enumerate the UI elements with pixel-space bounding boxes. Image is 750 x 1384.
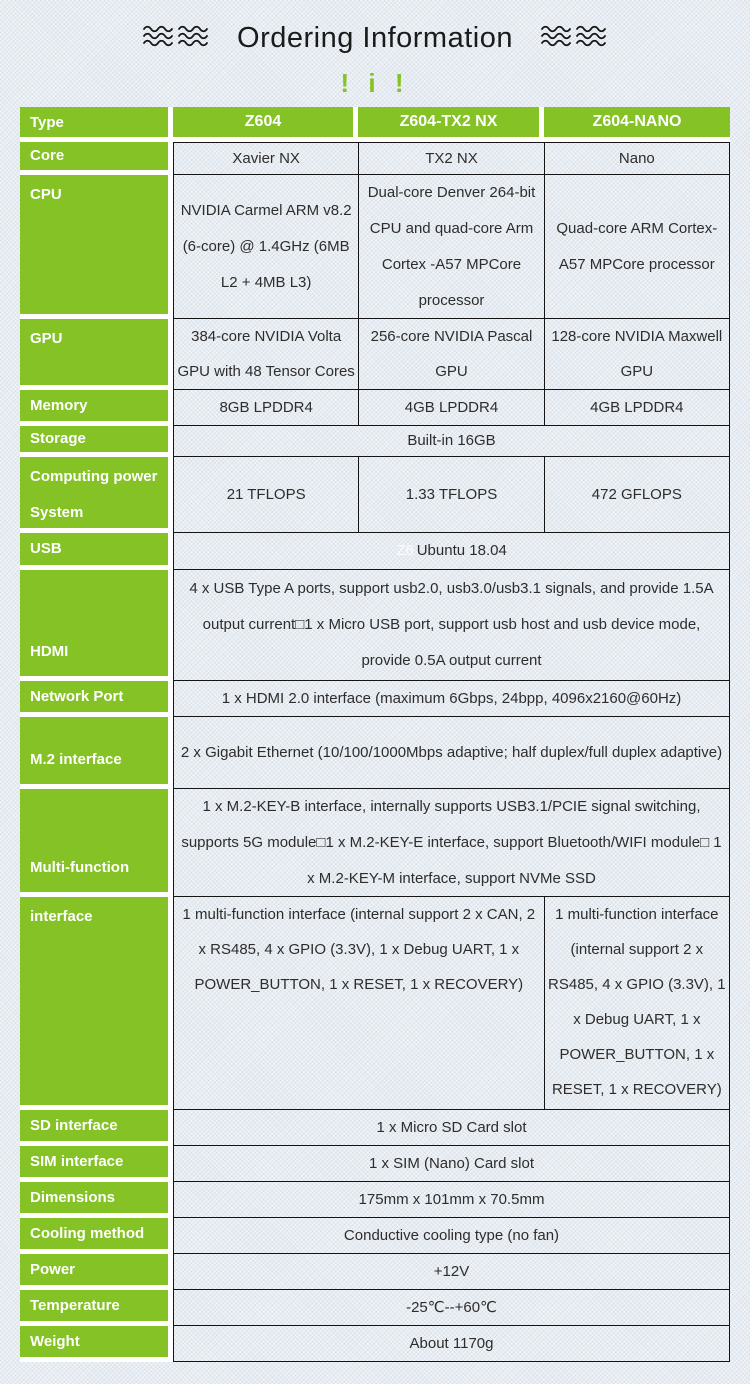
spec-cell: 1 x Micro SD Card slot xyxy=(376,1118,527,1136)
spec-cell: 4 x USB Type A ports, support usb2.0, usb3.0/usb3.1 signals, and provide 1.5A output current□1 x Micro USB port, support usb host and usb device mode, provide 0.5A output current xyxy=(189,580,714,669)
spec-cell: 21 TFLOPS xyxy=(226,485,306,503)
row-cells xyxy=(173,142,730,175)
row-label: Cooling method xyxy=(20,1218,173,1254)
triple-wave-left-icon xyxy=(143,23,209,54)
table-row xyxy=(20,1254,730,1290)
spec-cell: Xavier NX xyxy=(232,149,300,167)
spec-cell: 128-core NVIDIA Maxwell GPU xyxy=(544,319,729,389)
row-cells xyxy=(173,681,730,717)
column-header: Z604-TX2 NX xyxy=(358,107,544,142)
row-cells xyxy=(173,789,730,897)
spec-cell: 175mm x 101mm x 70.5mm xyxy=(358,1190,545,1208)
spec-table xyxy=(20,107,730,1362)
spec-cell: 472 GFLOPS xyxy=(544,457,729,532)
table-row xyxy=(20,717,730,789)
spec-cell: Nano xyxy=(544,143,729,174)
table-row xyxy=(20,1326,730,1362)
table-row xyxy=(20,457,730,533)
row-label: SD interface xyxy=(20,1110,173,1146)
row-cells xyxy=(173,1182,730,1218)
row-cells xyxy=(173,1218,730,1254)
table-row xyxy=(20,1290,730,1326)
table-row xyxy=(20,175,730,319)
row-cells xyxy=(173,1254,730,1290)
table-row xyxy=(20,789,730,897)
spec-cell: 1 x HDMI 2.0 interface (maximum 6Gbps, 24bpp, 4096x2160@60Hz) xyxy=(221,689,682,707)
spec-cell: 8GB LPDDR4 xyxy=(219,398,313,416)
row-label: M.2 interface xyxy=(20,717,173,789)
row-label: USB xyxy=(20,533,173,570)
row-label: Memory xyxy=(20,390,173,426)
spec-cell: Quad-core ARM Cortex-A57 MPCore processor xyxy=(544,175,729,318)
spec-cell: 256-core NVIDIA Pascal GPU xyxy=(358,319,543,389)
spec-cell: Built-in 16GB xyxy=(407,432,496,449)
spec-cell: NVIDIA Carmel ARM v8.2 (6-core) @ 1.4GHz (6MB L2 + 4MB L3) xyxy=(180,201,352,291)
table-body xyxy=(20,142,730,1362)
row-cells xyxy=(173,897,730,1110)
table-row xyxy=(20,1146,730,1182)
table-row xyxy=(20,681,730,717)
spec-cell: 2 x Gigabit Ethernet (10/100/1000Mbps adaptive; half duplex/full duplex adaptive) xyxy=(180,743,723,761)
row-cells xyxy=(173,1110,730,1146)
row-label: CPU xyxy=(20,175,173,319)
row-cells xyxy=(173,426,730,457)
table-row xyxy=(20,319,730,390)
cell-text: Ubuntu 18.04 xyxy=(416,542,507,559)
header-row xyxy=(20,107,730,142)
spec-cell: Conductive cooling type (no fan) xyxy=(343,1226,560,1244)
row-label: Temperature xyxy=(20,1290,173,1326)
row-cells xyxy=(173,533,730,570)
row-label: Storage xyxy=(20,426,173,457)
spec-cell: 1 multi-function interface (internal support 2 x CAN, 2 x RS485, 4 x GPIO (3.3V), 1 x Debug UART, 1 x POWER_BUTTON, 1 x RESET, 1 x RECOVERY) xyxy=(182,906,536,993)
row-label: Dimensions xyxy=(20,1182,173,1218)
page-title: Ordering Information xyxy=(237,22,513,54)
row-label: Core xyxy=(20,142,173,175)
row-label: Computing power System xyxy=(20,457,173,533)
row-cells xyxy=(173,319,730,390)
table-row xyxy=(20,1110,730,1146)
row-cells xyxy=(173,1290,730,1326)
spec-cell: 384-core NVIDIA Volta GPU with 48 Tensor Cores xyxy=(177,328,355,380)
column-header: Z604 xyxy=(173,107,358,142)
spec-cell xyxy=(174,533,729,569)
row-label: interface xyxy=(20,897,173,1110)
triple-wave-right-icon xyxy=(541,23,607,54)
spec-cell: 1 multi-function interface (internal support 2 x RS485, 4 x GPIO (3.3V), 1 x Debug UART, 1 x POWER_BUTTON, 1 x RESET, 1 x RECOVERY) xyxy=(544,897,729,1109)
row-cells xyxy=(173,1326,730,1362)
row-cells xyxy=(173,175,730,319)
row-label: Weight xyxy=(20,1326,173,1362)
spec-cell: 4GB LPDDR4 xyxy=(358,390,543,425)
subtitle-marks: ! i ! xyxy=(340,68,410,98)
row-cells xyxy=(173,457,730,533)
spec-cell: 1 x M.2-KEY-B interface, internally supports USB3.1/PCIE signal switching, supports 5G module□1 x M.2-KEY-E interface, support Bluetooth/WIFI module□ 1 x M.2-KEY-M interface, support NVMe SSD xyxy=(181,797,722,887)
table-row xyxy=(20,570,730,681)
column-header: Z604-NANO xyxy=(544,107,730,142)
row-label: Multi-function xyxy=(20,789,173,897)
row-label: GPU xyxy=(20,319,173,390)
row-cells xyxy=(173,1146,730,1182)
spec-cell: 1.33 TFLOPS xyxy=(358,457,543,532)
spec-cell: -25℃--+60℃ xyxy=(406,1298,497,1316)
row-label: Power xyxy=(20,1254,173,1290)
table-row xyxy=(20,1218,730,1254)
row-cells xyxy=(173,570,730,681)
spec-cell: 1 x SIM (Nano) Card slot xyxy=(368,1154,535,1172)
spec-cell: Dual-core Denver 264-bit CPU and quad-core Arm Cortex -A57 MPCore processor xyxy=(358,175,543,318)
watermark-text: Z6 xyxy=(396,542,414,559)
spec-cell: TX2 NX xyxy=(358,143,543,174)
title-row xyxy=(0,0,750,55)
table-row xyxy=(20,142,730,175)
row-cells xyxy=(173,390,730,426)
table-row xyxy=(20,1182,730,1218)
column-header-type: Type xyxy=(20,107,173,142)
row-cells xyxy=(173,717,730,789)
row-label: HDMI xyxy=(20,570,173,681)
table-row xyxy=(20,897,730,1110)
row-label: Network Port xyxy=(20,681,173,717)
table-row xyxy=(20,533,730,570)
row-label: SIM interface xyxy=(20,1146,173,1182)
spec-cell: About 1170g xyxy=(409,1334,494,1352)
spec-cell: 4GB LPDDR4 xyxy=(544,390,729,425)
spec-cell: +12V xyxy=(433,1262,470,1280)
table-row xyxy=(20,426,730,457)
